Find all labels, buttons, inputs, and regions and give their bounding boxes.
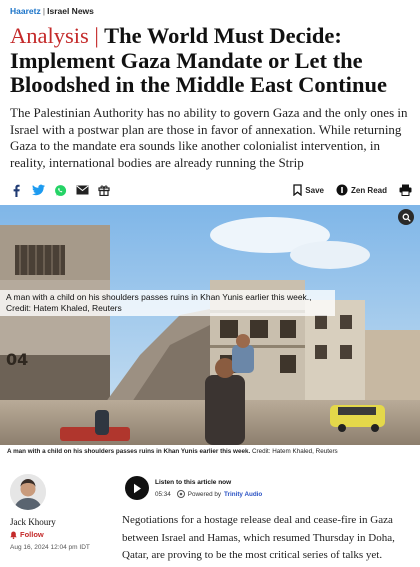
save-button[interactable] [293, 184, 324, 196]
caption-text: A man with a child on his shoulders passes ruins in Khan Yunis earlier this week. [7, 448, 251, 455]
hero-image[interactable] [0, 205, 420, 445]
print-button[interactable] [399, 184, 412, 196]
bystander [95, 410, 109, 435]
follow-label: Follow [20, 530, 44, 539]
right-building-window [315, 315, 327, 329]
car-wheel [338, 424, 346, 432]
right-building-window [340, 345, 352, 359]
header-separator: | [42, 6, 46, 16]
image-overlay-caption [0, 290, 335, 316]
article-tools [293, 184, 412, 196]
share-buttons [10, 182, 120, 198]
right-building-window [315, 345, 327, 359]
avatar[interactable] [10, 474, 46, 510]
parked-car-window [338, 407, 376, 415]
man [205, 375, 245, 445]
damaged-building-window [220, 320, 238, 338]
section-link[interactable]: Israel News [47, 6, 94, 16]
article-subhead: The Palestinian Authority has no ability to govern Gaza and the only ones in Israel with a postwar plan are those in favor of annexation. While returning Gaza to the mandate era sounds like another colonialist intervention, in reality, international bodies are already running the Strip [10, 105, 408, 170]
far-right-building [365, 330, 420, 405]
author-name[interactable]: Jack Khoury [10, 517, 56, 527]
damaged-building-window [280, 320, 296, 338]
powered-by-label: Powered by [187, 490, 222, 498]
email-icon[interactable] [76, 182, 98, 198]
page-title [10, 24, 415, 98]
audio-meta [155, 490, 262, 498]
car-wheel [371, 424, 379, 432]
left-building-window [15, 245, 65, 275]
child [232, 345, 254, 373]
site-logo[interactable]: Haaretz [10, 6, 41, 16]
save-label: Save [305, 185, 324, 195]
zen-read-label: Zen Read [350, 185, 387, 195]
overlay-caption-line: A man with a child on his shoulders passes ruins in Khan Yunis earlier this week., [6, 292, 312, 302]
overlay-caption-credit: Credit: Hatem Khaled, Reuters [6, 303, 122, 313]
damaged-building-window [280, 355, 296, 373]
provider-name: Trinity Audio [224, 490, 263, 498]
audio-title: Listen to this article now [155, 479, 232, 486]
damaged-building-floor [210, 345, 305, 348]
image-caption [7, 448, 417, 455]
magnifier-icon [402, 213, 411, 222]
article-body: Negotiations for a hostage release deal and cease-fire in Gaza between Israel and Hamas, which resumed Thursday in Doha, Qatar, are proving to be the most critical series of talks yet. [122, 514, 395, 561]
bookmark-icon [293, 184, 302, 196]
whatsapp-icon[interactable] [54, 182, 76, 198]
cloud [290, 241, 370, 269]
follow-button[interactable] [10, 530, 44, 539]
headline-text: The World Must Decide: Implement Gaza Mandate or Let the Bloodshed in the Middle East Continue [10, 23, 387, 97]
play-icon [132, 483, 142, 494]
publish-date: Aug 16, 2024 12:04 pm IDT [10, 544, 90, 551]
caption-credit: Credit: Hatem Khaled, Reuters [251, 448, 338, 455]
bell-icon [10, 531, 17, 539]
zen-read-icon [336, 184, 348, 196]
twitter-icon[interactable] [32, 182, 54, 198]
site-header [10, 6, 94, 16]
article-toolbar [10, 180, 412, 200]
right-building-window [340, 315, 352, 329]
child-head [236, 334, 250, 348]
facebook-icon[interactable] [10, 182, 32, 198]
trinity-audio-icon [177, 490, 185, 498]
audio-provider[interactable] [177, 490, 263, 498]
wall-number: 04 [6, 350, 29, 369]
audio-duration: 05:34 [155, 490, 171, 498]
zen-read-button[interactable] [336, 184, 387, 196]
gift-icon[interactable] [98, 182, 120, 198]
zoom-image-button[interactable] [398, 209, 414, 225]
audio-play-button[interactable] [125, 476, 149, 500]
headline-kicker: Analysis | [10, 23, 99, 48]
damaged-building-window [250, 320, 268, 338]
print-icon [399, 184, 412, 196]
